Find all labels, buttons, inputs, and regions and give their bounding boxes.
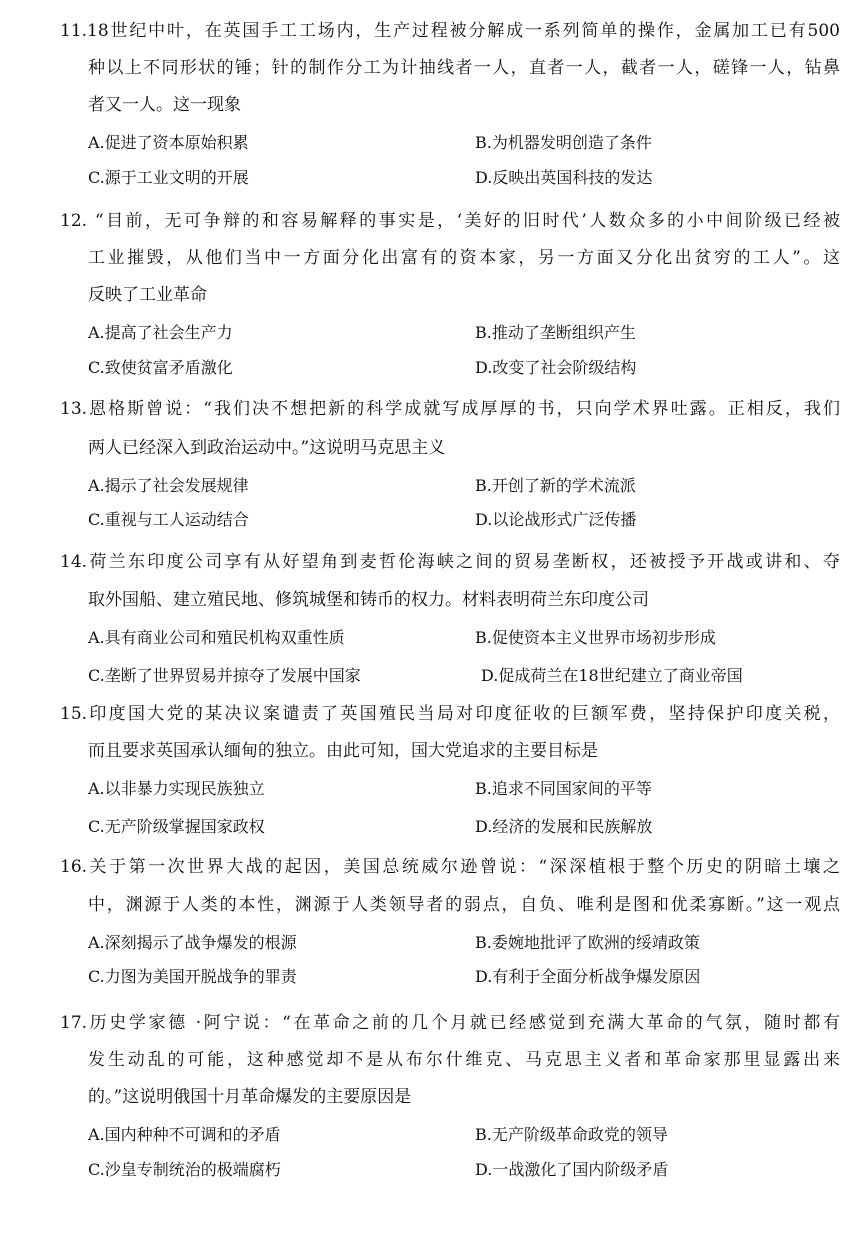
question-stem-line: 工业摧毁，从他们当中一方面分化出富有的资本家，另一方面又分化出贫穷的工人”。这 [88,248,840,268]
question-stem-line: 11.18世纪中叶，在英国手工工场内，生产过程被分解成一系列简单的操作，金属加工已有500 [60,21,840,41]
question-stem-line: 17.历史学家德 ·阿宁说：“在革命之前的几个月就已经感觉到充满大革命的气氛，随时都有 [60,1013,840,1033]
option-d[interactable]: D.反映出英国科技的发达 [475,168,653,187]
option-c[interactable]: C.重视与工人运动结合 [88,510,249,529]
option-b[interactable]: B.为机器发明创造了条件 [475,133,652,152]
option-c[interactable]: C.垄断了世界贸易并掠夺了发展中国家 [88,666,361,685]
question-stem-line: 中，渊源于人类的本性，渊源于人类领导者的弱点，自负、唯利是图和优柔寡断。”这一观点 [88,895,840,915]
option-b[interactable]: B.委婉地批评了欧洲的绥靖政策 [475,933,700,952]
option-b[interactable]: B.无产阶级革命政党的领导 [475,1125,668,1144]
option-d[interactable]: D.改变了社会阶级结构 [475,358,637,377]
option-a[interactable]: A.深刻揭示了战争爆发的根源 [88,933,297,952]
option-a[interactable]: A.揭示了社会发展规律 [88,476,249,495]
question-stem-line: 15.印度国大党的某决议案谴责了英国殖民当局对印度征收的巨额军费，坚持保护印度关税， [60,704,840,724]
question-stem-line: 13.恩格斯曾说：“我们决不想把新的科学成就写成厚厚的书，只向学术界吐露。正相反，我们 [60,399,840,419]
option-b[interactable]: B.推动了垄断组织产生 [475,323,636,342]
question-stem-line: 的。”这说明俄国十月革命爆发的主要原因是 [88,1087,412,1107]
question-stem-line: 16.关于第一次世界大战的起因，美国总统威尔逊曾说：“深深植根于整个历史的阴暗土壤之 [60,857,840,877]
question-stem-line: 而且要求英国承认缅甸的独立。由此可知，国大党追求的主要目标是 [88,741,598,761]
option-b[interactable]: B.追求不同国家间的平等 [475,779,652,798]
option-a[interactable]: A.促进了资本原始积累 [88,133,249,152]
option-a[interactable]: A.提高了社会生产力 [88,323,233,342]
option-c[interactable]: C.无产阶级掌握国家政权 [88,817,265,836]
option-c[interactable]: C.致使贫富矛盾激化 [88,358,233,377]
option-c[interactable]: C.力图为美国开脱战争的罪责 [88,967,297,986]
option-a[interactable]: A.国内种种不可调和的矛盾 [88,1125,281,1144]
question-stem-line: 者又一人。这一现象 [88,95,241,115]
option-d[interactable]: D.以论战形式广泛传播 [475,510,637,529]
option-c[interactable]: C.沙皇专制统治的极端腐朽 [88,1160,281,1179]
option-b[interactable]: B.开创了新的学术流派 [475,476,636,495]
question-stem-line: 反映了工业革命 [88,285,207,305]
option-d[interactable]: D.一战激化了国内阶级矛盾 [475,1160,669,1179]
option-d[interactable]: D.经济的发展和民族解放 [475,817,653,836]
question-stem-line: 种以上不同形状的锤；针的制作分工为计抽线者一人，直者一人，截者一人，磋锋一人，钻鼻 [88,58,840,78]
question-stem-line: 两人已经深入到政治运动中。”这说明马克思主义 [88,438,446,458]
question-stem-line: 12. “目前，无可争辩的和容易解释的事实是，‘美好的旧时代’人数众多的小中间阶级已经被 [60,211,840,231]
option-a[interactable]: A.具有商业公司和殖民机构双重性质 [88,628,345,647]
option-d[interactable]: D.有利于全面分析战争爆发原因 [475,967,701,986]
question-stem-line: 14.荷兰东印度公司享有从好望角到麦哲伦海峡之间的贸易垄断权，还被授予开战或讲和、夺 [60,552,840,572]
question-stem-line: 发生动乱的可能，这种感觉却不是从布尔什维克、马克思主义者和革命家那里显露出来 [88,1050,840,1070]
question-stem-line: 取外国船、建立殖民地、修筑城堡和铸币的权力。材料表明荷兰东印度公司 [88,590,649,610]
option-a[interactable]: A.以非暴力实现民族独立 [88,779,265,798]
option-c[interactable]: C.源于工业文明的开展 [88,168,249,187]
option-d[interactable]: D.促成荷兰在18世纪建立了商业帝国 [481,666,743,685]
option-b[interactable]: B.促使资本主义世界市场初步形成 [475,628,716,647]
